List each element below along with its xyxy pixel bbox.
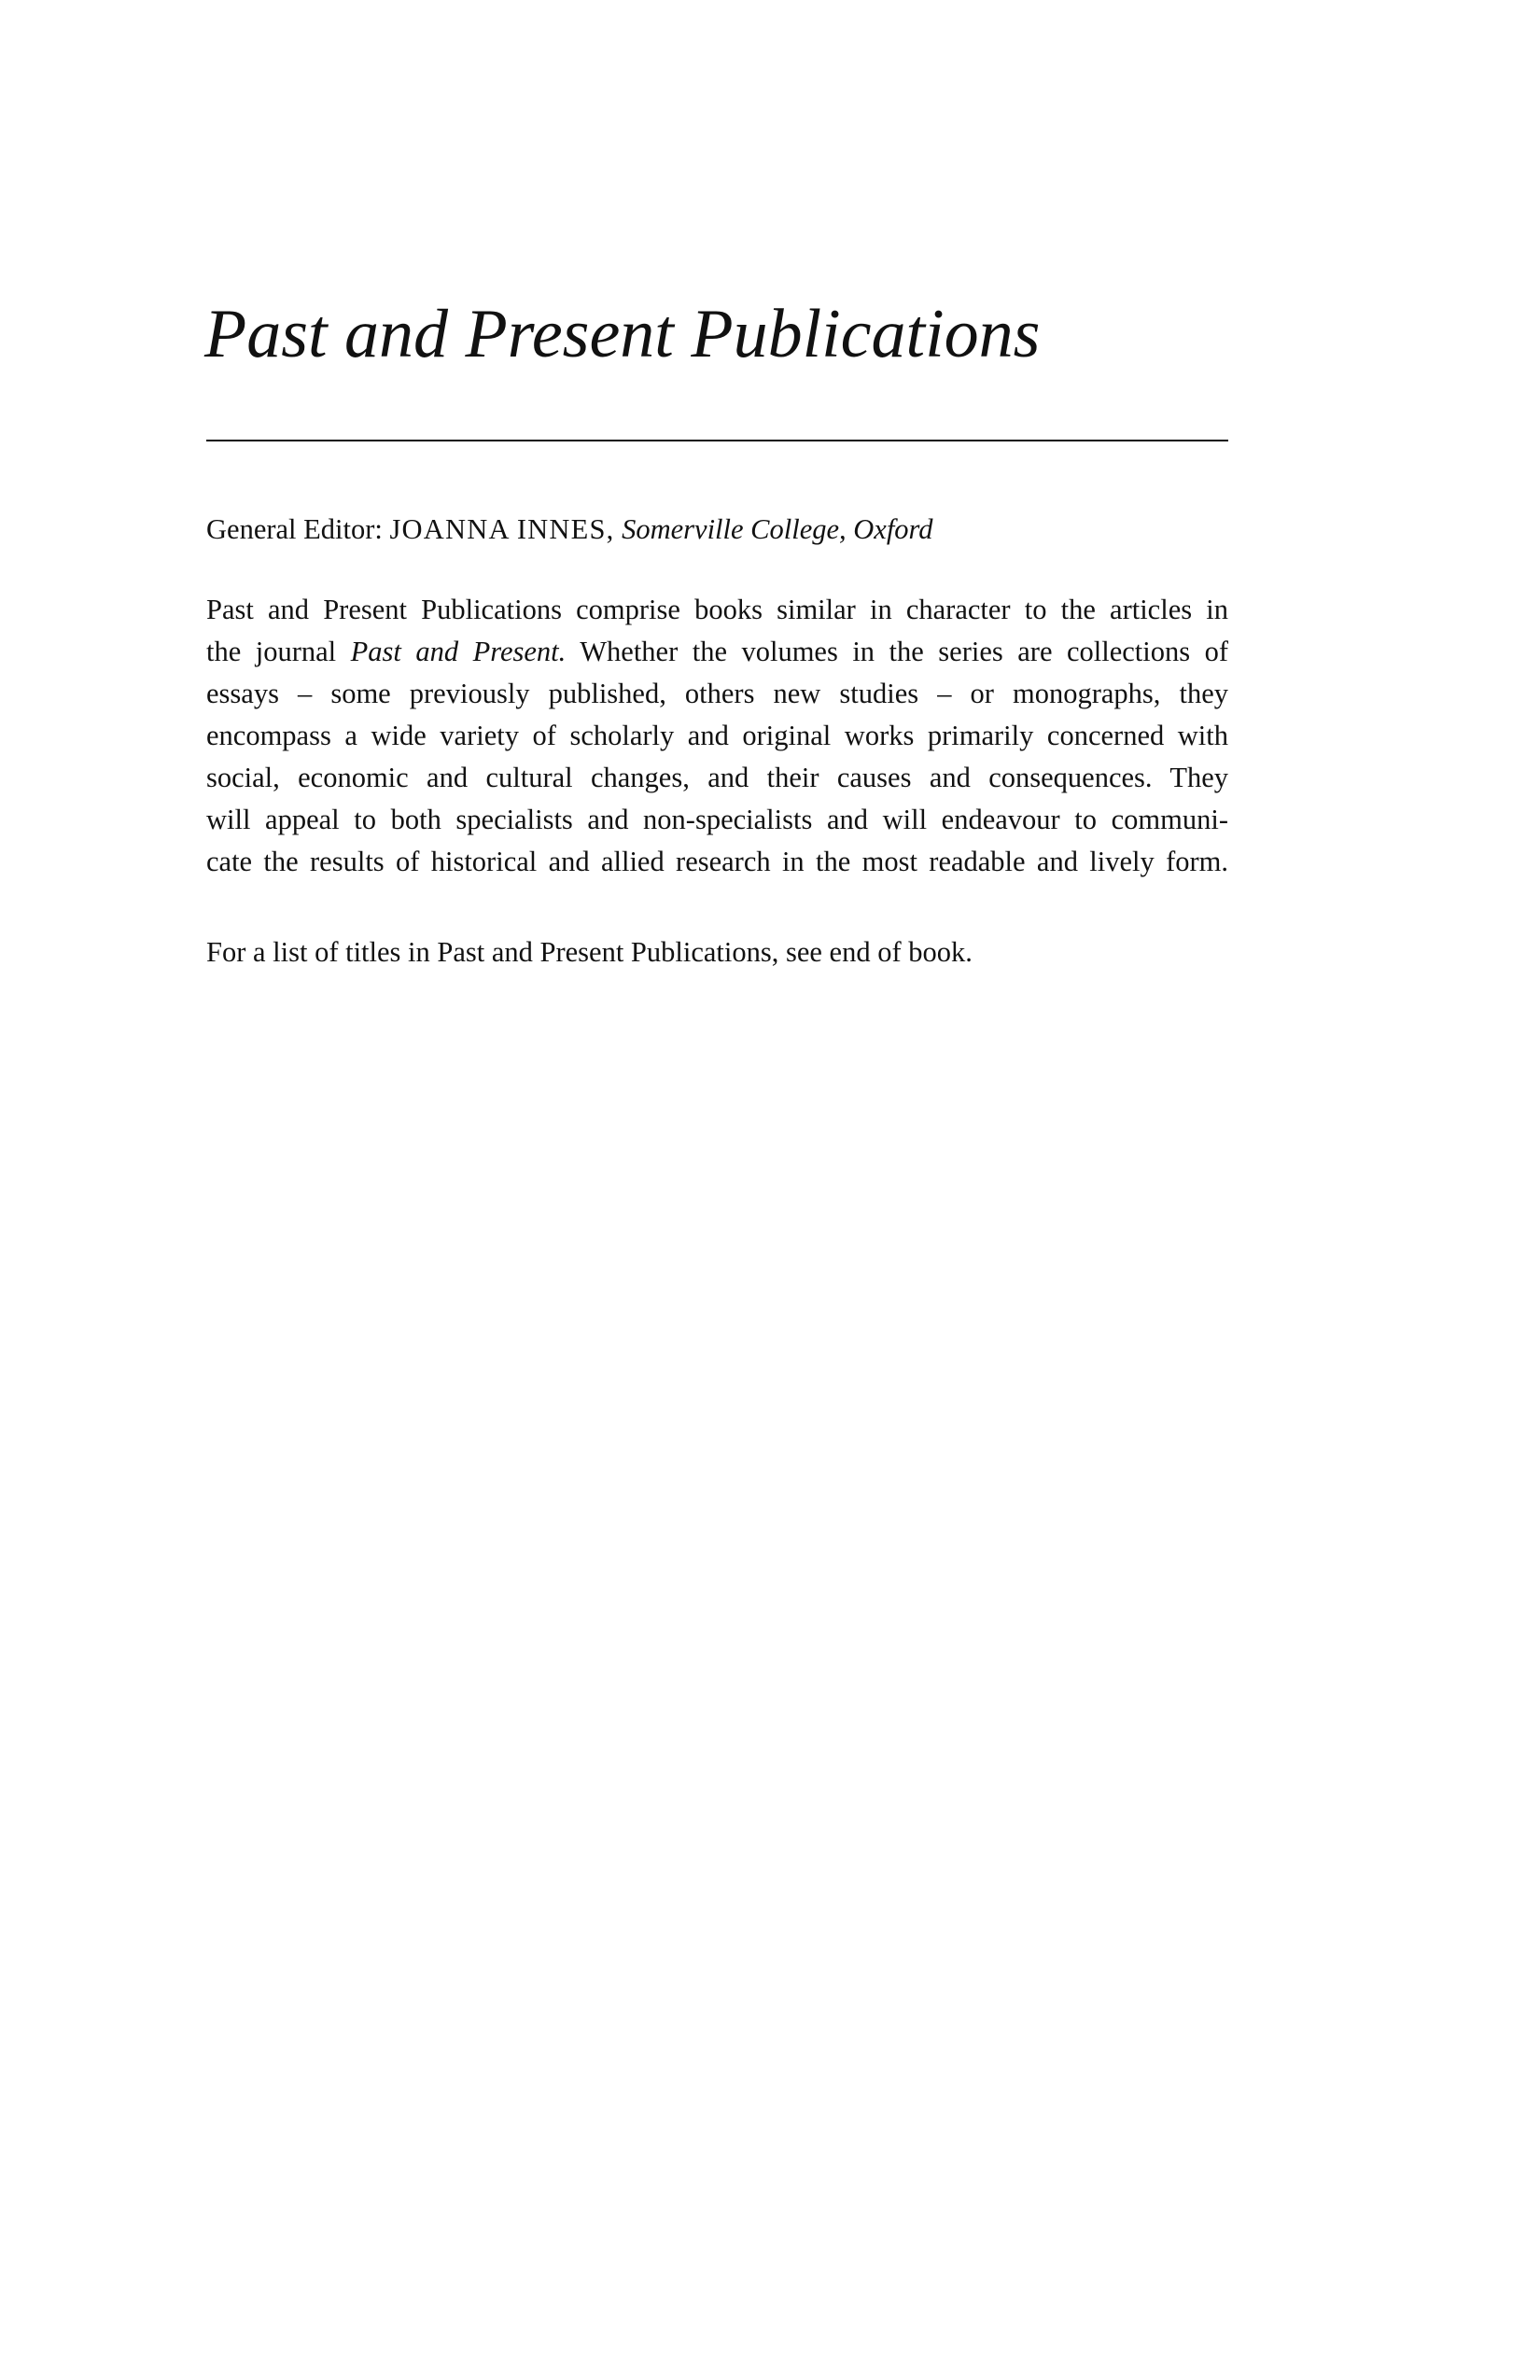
journal-title: Past and Present. [350,636,567,667]
title-rule [206,440,1228,441]
description-line: cate the results of historical and allied research in the most readable and lively form. [206,846,1228,877]
description-line: will appeal to both specialists and non-specialists and will endeavour to communi- [206,804,1228,835]
description-line-pre: the journal [206,636,351,667]
description-line: encompass a wide variety of scholarly and original works primarily concerned with [206,720,1228,751]
description-line: social, economic and cultural changes, and their causes and consequences. They [206,762,1228,793]
editor-name: JOANNA INNES, [389,513,615,545]
editor-label: General Editor: [206,513,383,545]
general-editor-line [206,511,933,549]
description-line: essays – some previously published, others new studies – or monographs, they [206,678,1228,709]
description-line [206,631,1228,673]
editor-affiliation: Somerville College, Oxford [622,513,933,545]
description-line-post: Whether the volumes in the series are collections of [566,636,1229,667]
series-title: Past and Present Publications [204,296,1041,372]
title-list-note: For a list of titles in Past and Present Publications, see end of book. [206,936,973,968]
description-line: Past and Present Publications comprise books similar in character to the articles in [206,594,1228,625]
series-description [206,589,1228,883]
